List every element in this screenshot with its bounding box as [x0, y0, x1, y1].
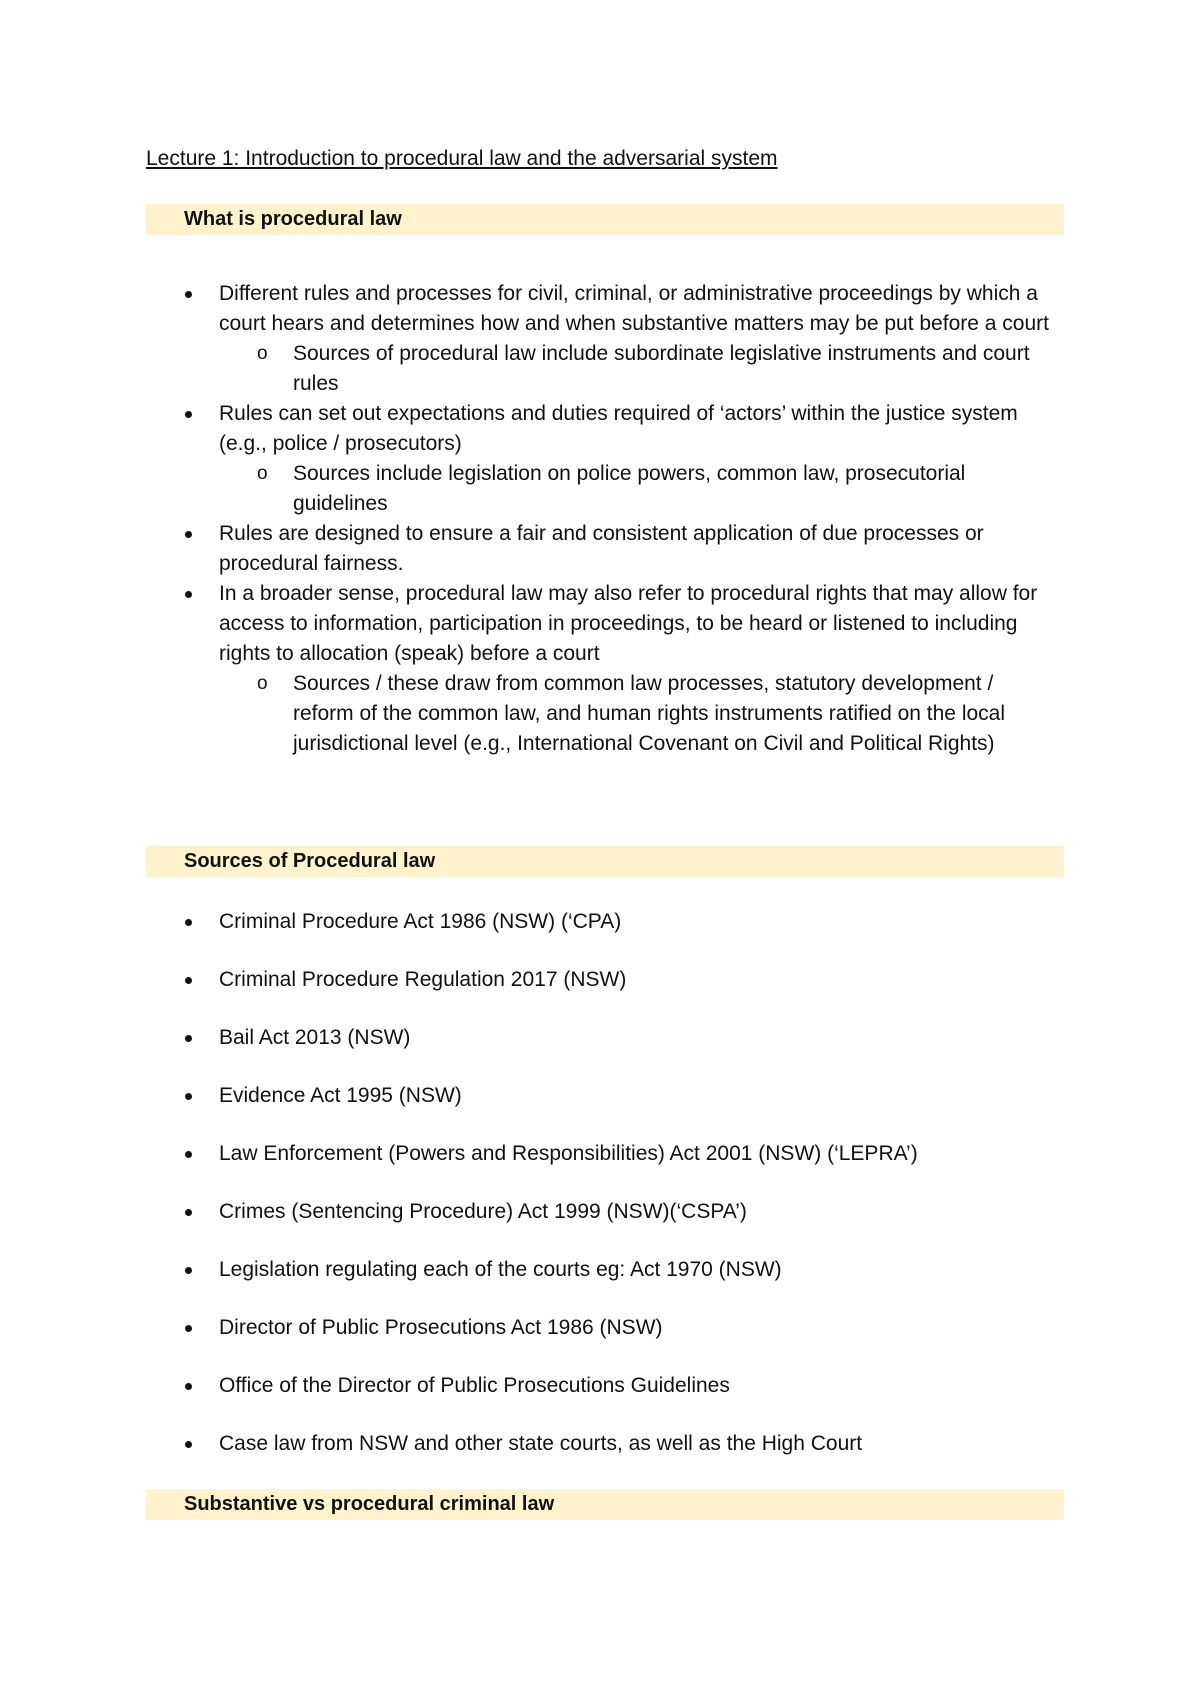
list-item	[0, 1197, 1200, 1227]
section-heading-what-is-procedural-law: What is procedural law	[146, 204, 1064, 235]
list-item-text: Evidence Act 1995 (NSW)	[219, 1084, 462, 1107]
section-heading-sources-of-procedural-law: Sources of Procedural law	[146, 846, 1064, 877]
list-item-text: Criminal Procedure Regulation 2017 (NSW)	[219, 968, 627, 991]
list-item-text: In a broader sense, procedural law may also refer to procedural rights that may allow for access to information, participation in proceedings, to be heard or listened to including rights to allocation (speak) before a court	[219, 582, 1038, 665]
procedural-law-definition-list	[0, 279, 1200, 759]
list-item	[0, 907, 1200, 937]
bullet-icon	[185, 977, 192, 984]
sub-list-item	[0, 669, 1200, 759]
section-heading-substantive-vs-procedural: Substantive vs procedural criminal law	[146, 1489, 1064, 1520]
list-item-text: Different rules and processes for civil, criminal, or administrative proceedings by which a court hears and determines how and when substantive matters may be put before a court	[219, 282, 1049, 335]
bullet-icon	[185, 1035, 192, 1042]
bullet-icon	[185, 1325, 192, 1332]
list-item	[0, 1255, 1200, 1285]
bullet-icon	[185, 591, 192, 598]
sub-item-text: Sources / these draw from common law processes, statutory development / reform of the common law, and human rights instruments ratified on the local jurisdictional level (e.g., International Covenant on Civil and Political Rights)	[293, 672, 1006, 755]
bullet-icon	[185, 1441, 192, 1448]
bullet-icon	[185, 919, 192, 926]
bullet-icon	[185, 1267, 192, 1274]
list-item-text: Criminal Procedure Act 1986 (NSW) (‘CPA)	[219, 910, 622, 933]
list-item	[0, 965, 1200, 995]
list-item-text: Case law from NSW and other state courts, as well as the High Court	[219, 1432, 863, 1455]
list-item-text: Rules can set out expectations and duties required of ‘actors’ within the justice system (e.g., police / prosecutors)	[219, 402, 1018, 455]
bullet-icon	[185, 1151, 192, 1158]
list-item-text: Director of Public Prosecutions Act 1986 (NSW)	[219, 1316, 663, 1339]
bullet-icon	[185, 291, 192, 298]
list-item-text: Bail Act 2013 (NSW)	[219, 1026, 411, 1049]
circle-bullet-icon: o	[257, 463, 268, 484]
sub-item-text: Sources include legislation on police powers, common law, prosecutorial guidelines	[293, 462, 966, 515]
bullet-icon	[185, 1093, 192, 1100]
bullet-icon	[185, 531, 192, 538]
list-item-text: Rules are designed to ensure a fair and consistent application of due processes or procedural fairness.	[219, 522, 984, 575]
circle-bullet-icon: o	[257, 343, 268, 364]
bullet-icon	[185, 1209, 192, 1216]
sources-list	[0, 907, 1200, 1487]
list-item	[0, 1139, 1200, 1169]
sub-item-text: Sources of procedural law include subordinate legislative instruments and court rules	[293, 342, 1030, 395]
list-item	[0, 1429, 1200, 1459]
circle-bullet-icon: o	[257, 673, 268, 694]
list-item	[0, 1023, 1200, 1053]
sub-list-item	[0, 459, 1200, 519]
bullet-icon	[185, 411, 192, 418]
bullet-icon	[185, 1383, 192, 1390]
list-item-text: Office of the Director of Public Prosecutions Guidelines	[219, 1374, 730, 1397]
list-item-text: Law Enforcement (Powers and Responsibilities) Act 2001 (NSW) (‘LEPRA’)	[219, 1142, 918, 1165]
list-item-text: Legislation regulating each of the courts eg: Act 1970 (NSW)	[219, 1258, 782, 1281]
sub-list-item	[0, 339, 1200, 399]
list-item	[0, 1081, 1200, 1111]
list-item	[0, 279, 1200, 339]
list-item	[0, 519, 1200, 579]
list-item	[0, 1313, 1200, 1343]
list-item	[0, 1371, 1200, 1401]
list-item-text: Crimes (Sentencing Procedure) Act 1999 (NSW)(‘CSPA’)	[219, 1200, 747, 1223]
page-title: Lecture 1: Introduction to procedural law and the adversarial system	[146, 147, 778, 170]
list-item	[0, 399, 1200, 459]
list-item	[0, 579, 1200, 669]
